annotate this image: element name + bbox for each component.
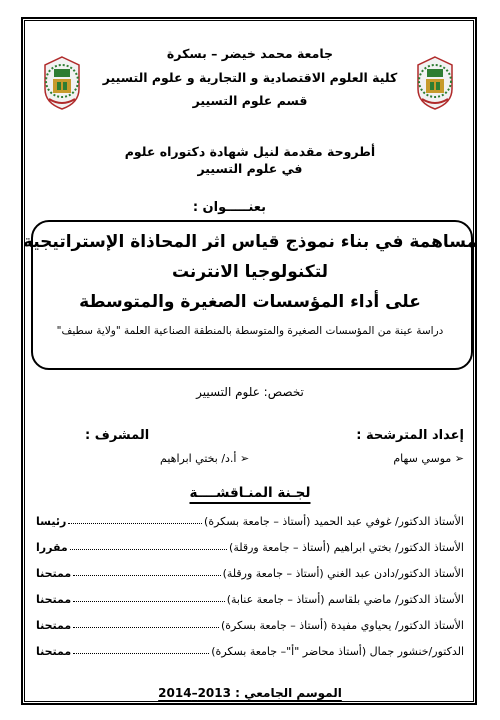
member-name: الأستاذ الدكتور/ ماضي بلقاسم (أستاذ – جامعة عنابة) (226, 593, 464, 606)
member-name: الأستاذ الدكتور/ غوفي عبد الحميد (أستاذ – جامعة بسكرة) (204, 515, 464, 528)
member-name: الأستاذ الدكتور/ بختي ابراهيم (أستاذ – جامعة ورقلة) (229, 541, 464, 554)
committee-member (36, 567, 464, 580)
committee-member (36, 593, 464, 606)
specialization: تخصص: علوم التسيير (196, 385, 304, 399)
title-line-1: مساهمة في بناء نموذج قياس اثر المحاذاة الإستراتيجية (22, 232, 478, 252)
candidate-name-row (393, 452, 464, 465)
member-role: رئيسا (36, 515, 67, 528)
member-role: ممتحنا (36, 645, 72, 658)
title-line-2: لتكنولوجيا الانترنت (171, 262, 329, 282)
faculty-name: كلية العلوم الاقتصادية و التجارية و علوم التسيير (102, 70, 398, 85)
thesis-statement (0, 143, 500, 177)
prepared-by-label: إعداد المترشحة : (356, 428, 464, 443)
member-role: ممتحنا (36, 619, 72, 632)
department-name: قسم علوم التسيير (192, 93, 308, 108)
committee-title-text: لجـنة المنـاقشــــة (189, 485, 311, 501)
dotted-leader (70, 541, 227, 550)
thesis-line-1: أطروحة مقدمة لنيل شهادة دكتوراه علوم (124, 144, 376, 159)
committee-member (36, 515, 464, 528)
university-name: جامعة محمد خيضر – بسكرة (166, 46, 334, 61)
dotted-leader (73, 619, 219, 628)
arrow-bullet-icon: ➢ (454, 452, 464, 465)
committee-title (0, 485, 500, 501)
academic-season (0, 686, 500, 700)
supervisor-name: أ.د/ بختي ابراهيم (160, 452, 237, 465)
member-role: ممتحنا (36, 567, 72, 580)
committee-member (36, 619, 464, 632)
titled-label: بعنـــــوان : (192, 200, 266, 215)
committee-member (36, 541, 464, 554)
title-subtitle: دراسة عينة من المؤسسات الصغيرة والمتوسطة بالمنطقة الصناعية العلمة "ولاية سطيف" (56, 325, 444, 337)
dotted-leader (73, 645, 209, 654)
title-line-3: على أداء المؤسسات الصغيرة والمتوسطة (79, 292, 421, 312)
dotted-leader (73, 593, 224, 602)
member-name: الدكتور/خنشور جمال (أستاذ محاضر "أ"– جامعة بسكرة) (211, 645, 464, 658)
dotted-leader (73, 567, 220, 576)
arrow-bullet-icon: ➢ (239, 452, 250, 465)
thesis-line-2: في علوم التسيير (197, 161, 303, 176)
dotted-leader (68, 515, 202, 524)
member-role: مقررا (36, 541, 68, 554)
supervisor-name-row (160, 452, 249, 465)
candidate-name: موسي سهام (393, 452, 452, 465)
supervisor-label: المشرف : (85, 428, 150, 443)
committee-member (36, 645, 464, 658)
member-name: الأستاذ الدكتور/ يحياوي مفيدة (أستاذ – جامعة بسكرة) (220, 619, 464, 632)
member-role: ممتحنا (36, 593, 72, 606)
member-name: الأستاذ الدكتور/دادن عبد الغني (أستاذ – جامعة ورقلة) (222, 567, 464, 580)
academic-season-text: الموسم الجامعي : 2013–2014 (158, 686, 342, 700)
